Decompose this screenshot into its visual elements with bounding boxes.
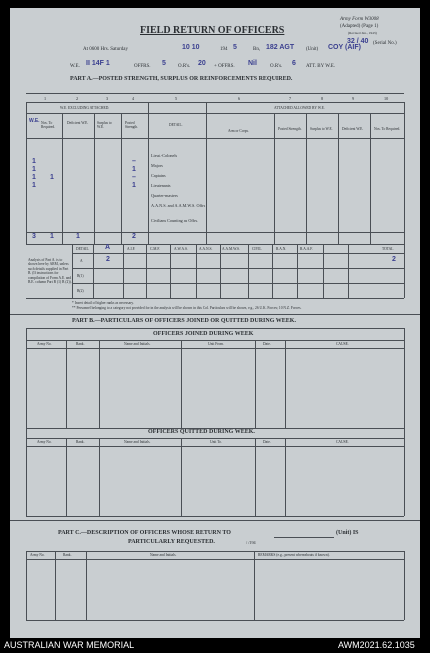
form-number: Army Form W3008 — [340, 17, 379, 22]
we-column-value: W.E. — [29, 118, 40, 124]
ors-label: O.R's. — [178, 64, 191, 69]
total-value: 1 — [50, 233, 54, 240]
att-label: ATT. BY W.E. — [306, 64, 336, 69]
plus-offrs-value: Nil — [248, 60, 257, 67]
part-c-heading2: PARTICULARLY REQUESTED. — [128, 539, 215, 545]
joined-col: CAUSE. — [336, 342, 349, 346]
detail-header: R.A.A.F. — [300, 247, 313, 251]
offrs-label: OFFRS. — [134, 64, 151, 69]
date-value: 10 10 — [182, 44, 200, 51]
part-c-unit: (Unit) IS — [336, 530, 359, 536]
rank-label: Quarter-masters — [151, 193, 178, 198]
form-sheet — [10, 8, 420, 638]
row-value: 1 — [32, 158, 36, 165]
col-number: 1 — [44, 96, 47, 101]
detail-header: A.A.N.S. — [199, 247, 213, 251]
footnote: * Insert detail of higher ranks as necessary. — [72, 301, 134, 305]
joined-col: Name and Initials. — [124, 342, 151, 346]
quitted-title: OFFICERS QUITTED DURING WEEK. — [148, 429, 255, 435]
rank-label: Lieutenants — [151, 183, 171, 188]
sub-header: Nos. To Required. — [41, 121, 56, 129]
row-value: 1 — [132, 182, 136, 189]
we-label: W.E. — [70, 64, 80, 69]
year-value: 5 — [233, 44, 237, 51]
detail-header: A.I.F. — [127, 247, 136, 251]
detail-header: A — [105, 244, 111, 251]
analysis-note: Analysis of Part A. is to shown here by ARM, unless such details supplied in Part B. (If instructions for compilation of Form A.E. and B.E. column Part B (1) B (2)). — [28, 258, 72, 285]
sub-header: Deficient W.E. — [67, 121, 89, 125]
footnote: ** Personnel belonging to a category not provided for in the analysis will be shown in this Col. Particulars will be shown, e.g., 26 U.K. Forces; 10 N.Z. Forces. — [72, 306, 302, 310]
detail-header: A.W.A.S. — [174, 247, 188, 251]
detail-header: A.A.M.W.S. — [222, 247, 240, 251]
col-number: 9 — [352, 96, 355, 101]
col-number: 5 — [175, 96, 178, 101]
part-b-heading: PART B.—PARTICULARS OF OFFICERS JOINED OR QUITTED DURING WEEK. — [72, 318, 296, 324]
joined-col: Army No. — [37, 342, 52, 346]
plus-offrs-label: + OFFRS. — [214, 64, 235, 69]
footer-right: AWM2021.62.1035 — [338, 640, 415, 650]
unit-label: (Unit) — [306, 47, 319, 52]
sub-header: DETAIL. — [169, 123, 183, 127]
total-value: 1 — [76, 233, 80, 240]
rank-label: Lieut.-Colonels — [151, 153, 178, 158]
form-title: FIELD RETURN OF OFFICERS — [140, 25, 285, 36]
detail-header: R.A.N. — [276, 247, 287, 251]
rank-label: Civilians Counting as Offrs. — [151, 218, 199, 223]
year-prefix: 194 — [220, 47, 228, 52]
total-value: 2 — [132, 233, 136, 240]
sub-header: Deficient W.E. — [342, 127, 364, 131]
quitted-col: Army No. — [37, 440, 52, 444]
col-number: 4 — [132, 96, 135, 101]
sub-header: Nos. To Required. — [374, 127, 401, 131]
detail-row-label: B(1) — [77, 274, 84, 278]
part-c-date: / /194 — [246, 540, 256, 545]
quitted-col: CAUSE. — [336, 440, 349, 444]
form-revised: (Revised Jan., 1943) — [348, 31, 377, 35]
joined-col: Unit From. — [208, 342, 224, 346]
offrs-value: 5 — [162, 60, 166, 67]
detail-header: C.M.F. — [150, 247, 160, 251]
sub-header: Posted Strength. — [125, 121, 139, 129]
detail-header: TOTAL — [382, 247, 394, 251]
part-c-col: Army No. — [30, 553, 45, 557]
total-value: 3 — [32, 233, 36, 240]
quitted-col: Rank. — [76, 440, 85, 444]
row-value: – — [132, 158, 136, 165]
row-value: 1 — [50, 174, 54, 181]
part-c-col: Name and Initials. — [150, 553, 177, 557]
col-number: 3 — [106, 96, 109, 101]
detail-value: 2 — [392, 256, 396, 263]
sub-header: Surplus to W.E. — [310, 127, 333, 131]
detail-header: CIVIL — [252, 247, 262, 251]
footer-left: AUSTRALIAN WAR MEMORIAL — [4, 640, 135, 650]
detail-row-label: B(2) — [77, 289, 84, 293]
unit-value: 182 AGT — [266, 44, 295, 51]
part-c-col: REMARKS (e.g., present whereabouts if known). — [258, 553, 330, 557]
at-text: At 0600 Hrs. Saturday — [83, 47, 128, 52]
form-adapted: (Adapted) (Page 1) — [340, 24, 379, 29]
ors2-label: O.R's. — [270, 64, 283, 69]
row-value: – — [132, 174, 136, 181]
we-value: II 14F 1 — [86, 60, 110, 67]
detail-header: DETAIL — [76, 247, 89, 251]
joined-title: OFFICERS JOINED DURING WEEK — [153, 331, 254, 337]
footer-bar — [0, 638, 430, 653]
part-a-heading: PART A.—POSTED STRENGTH, SURPLUS OR REINFORCEMENTS REQUIRED. — [70, 76, 293, 82]
joined-col: Rank. — [76, 342, 85, 346]
rank-label: A.A.N.S. and A.A.M.W.S. Offrs — [151, 203, 206, 208]
joined-col: Date. — [263, 342, 271, 346]
row-value: 1 — [32, 182, 36, 189]
quitted-col: Name and Initials. — [124, 440, 151, 444]
sub-header: Surplus to W.E. — [97, 121, 112, 129]
col-number: 10 — [384, 96, 389, 101]
row-value: 1 — [32, 166, 36, 173]
row-value: 1 — [132, 166, 136, 173]
unit-prefix: Bn, — [253, 47, 261, 52]
part-c-col: Rank. — [63, 553, 72, 557]
serial-value: 32 / 40 — [347, 38, 369, 45]
we-excl-header: W.E. EXCLUDING ATTACHED. — [60, 106, 110, 110]
sub-header: Arm or Corps. — [228, 129, 249, 133]
ors2-value: 6 — [292, 60, 296, 67]
quitted-col: Date. — [263, 440, 271, 444]
col-number: 8 — [321, 96, 324, 101]
quitted-col: Unit To. — [210, 440, 222, 444]
col-number: 2 — [76, 96, 79, 101]
rank-label: Captains — [151, 173, 166, 178]
unit-suffix: COY (AIF) — [328, 44, 361, 51]
row-value: 1 — [32, 174, 36, 181]
serial-label: (Serial No.) — [373, 41, 397, 46]
sub-header: Posted Strength. — [278, 127, 302, 131]
part-c-heading: PART C.—DESCRIPTION OF OFFICERS WHOSE RETURN TO — [58, 530, 231, 536]
detail-value: 2 — [106, 256, 110, 263]
detail-row-label: A — [80, 259, 83, 263]
attached-header: ATTACHED ALLOWED BY W.E. — [274, 106, 325, 110]
rank-label: Majors — [151, 163, 163, 168]
col-number: 6 — [238, 96, 241, 101]
col-number: 7 — [289, 96, 292, 101]
ors-value: 20 — [198, 60, 206, 67]
